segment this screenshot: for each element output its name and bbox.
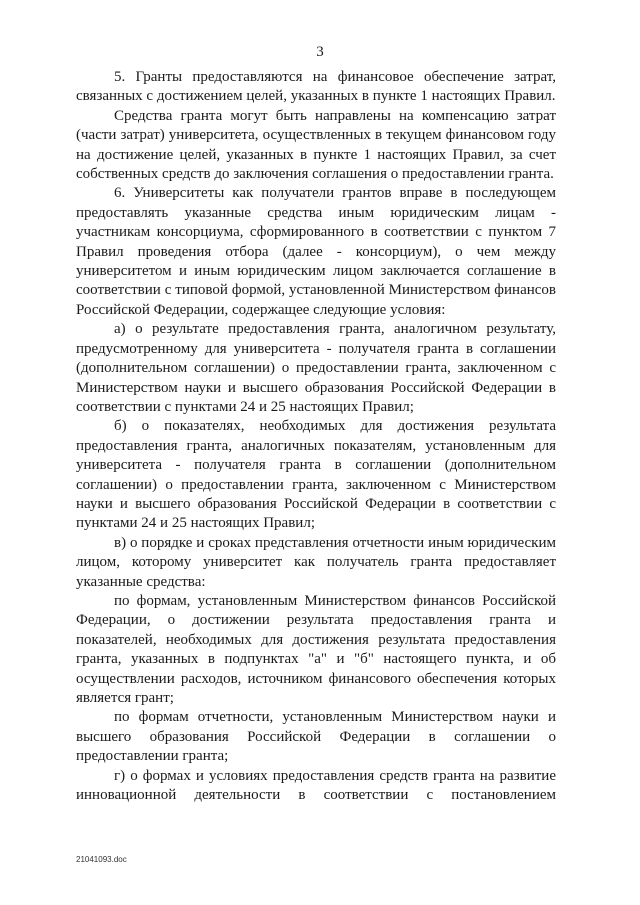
paragraph-6: 6. Университеты как получатели грантов вправе в последующем предоставлять указанные средства иным юридическим лицам - участникам консорциума, сформированного в соответствии с пунктом 7 Правил проведения отбора (далее - консорциум), о чем между университетом и иным юридическим лицом заключается соглашение в соответствии с типовой формой, установленной Министерством финансов Российской Федерации, содержащее следующие условия: xyxy=(76,185,556,318)
condition-v: в) о порядке и сроках представления отчетности иным юридическим лицом, которому университет как получатель гранта предоставляет указанные средства: xyxy=(76,534,556,590)
condition-a: а) о результате предоставления гранта, аналогичном результату, предусмотренному для университета - получателя гранта в соглашении (дополнительном соглашении) о предоставлении гранта, заключенном с Министерством науки и высшего образования Российской Федерации в соответствии с пунктами 24 и 25 настоящих Правил; xyxy=(76,321,556,415)
paragraph-5-compensation: Средства гранта могут быть направлены на компенсацию затрат (части затрат) университета, осуществленных в текущем финансовом году на достижение целей, указанных в пункте 1 настоящих Правил, за счет собственных средств до заключения соглашения о предоставлении гранта. xyxy=(76,107,556,183)
footer-filename: 21041093.doc xyxy=(76,855,127,864)
paragraph-5: 5. Гранты предоставляются на финансовое обеспечение затрат, связанных с достижением целей, указанных в пункте 1 настоящих Правил. xyxy=(76,69,556,105)
condition-v-finance-forms: по формам, установленным Министерством финансов Российской Федерации, о достижении результата предоставления гранта и показателей, необходимых для достижения результата предоставления гранта, указанных в подпунктах "а" и "б" настоящего пункта, и об осуществлении расходов, источником финансового обеспечения которых является грант; xyxy=(76,592,556,706)
condition-v-report-forms: по формам отчетности, установленным Министерством науки и высшего образования Российской Федерации в соглашении о предоставлении гранта; xyxy=(76,709,556,765)
condition-g: г) о формах и условиях предоставления средств гранта на развитие инновационной деятельности в соответствии с постановлением xyxy=(76,767,556,804)
condition-b: б) о показателях, необходимых для достижения результата предоставления гранта, аналогичных показателям, установленным для университета - получателя гранта в соглашении (дополнительном соглашении) о предоставлении гранта, заключенном с Министерством науки и высшего образования Российской Федерации в соответствии с пунктами 24 и 25 настоящих Правил; xyxy=(76,418,556,532)
page-number: 3 xyxy=(316,44,324,60)
document-body xyxy=(76,68,556,805)
